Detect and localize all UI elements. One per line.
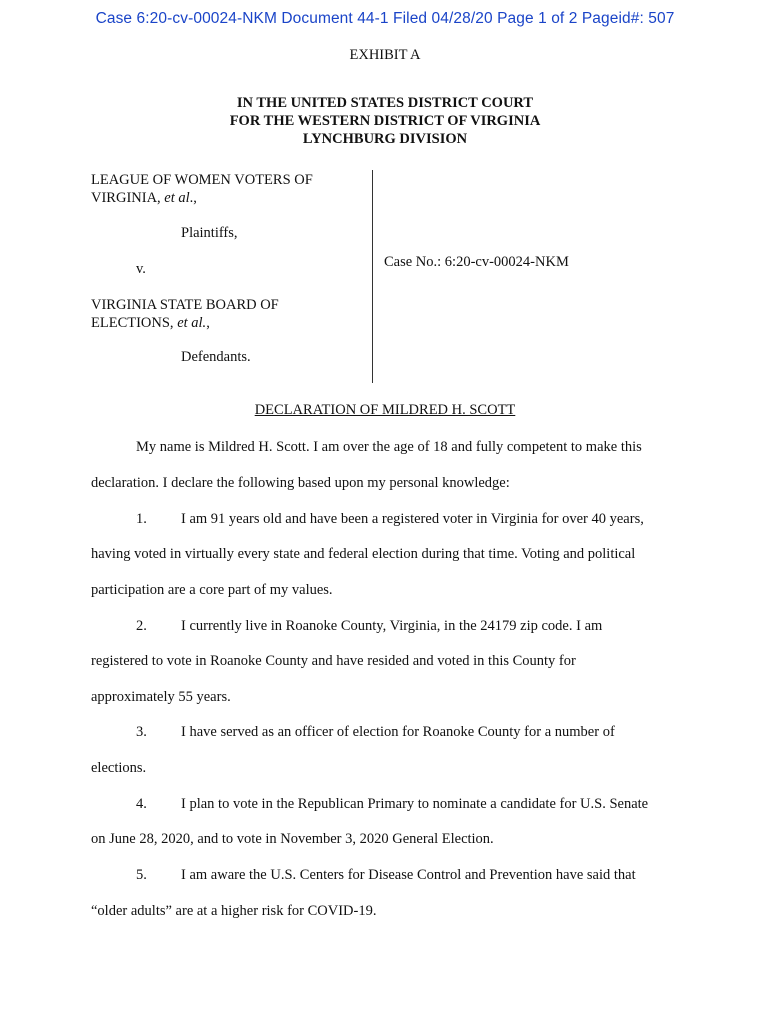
declaration-title: DECLARATION OF MILDRED H. SCOTT [254,402,516,418]
versus-label: v. [136,261,146,277]
intro-line: My name is Mildred H. Scott. I am over the age of 18 and fully competent to make this [136,439,642,455]
court-heading-line: LYNCHBURG DIVISION [302,131,468,147]
defendant-name [91,296,361,332]
plaintiff-name-line [91,189,361,207]
et-al-italic: et al [164,190,190,206]
ecf-filing-header: Case 6:20-cv-00024-NKM Document 44-1 Filed 04/28/20 Page 1 of 2 Pageid#: 507 [95,10,675,27]
intro-line: declaration. I declare the following based upon my personal knowledge: [91,475,510,491]
exhibit-label: EXHIBIT A [349,47,421,63]
case-number: Case No.: 6:20-cv-00024-NKM [384,254,569,270]
paragraph-number: 2. [136,618,147,634]
plaintiff-name-text: VIRGINIA, [91,190,165,206]
paragraph-line: “older adults” are at a higher risk for COVID-19. [91,903,377,919]
paragraph-line: I have served as an officer of election for Roanoke County for a number of [181,724,615,740]
paragraph-line: I am aware the U.S. Centers for Disease Control and Prevention have said that [181,867,636,883]
court-heading-line: FOR THE WESTERN DISTRICT OF VIRGINIA [229,113,541,129]
plaintiff-name-punct: ., [189,190,197,206]
defendant-name-text: ELECTIONS, [91,315,178,331]
paragraph-line: participation are a core part of my values. [91,582,333,598]
court-heading-line: IN THE UNITED STATES DISTRICT COURT [236,95,534,111]
paragraph-number: 4. [136,796,147,812]
et-al-italic: et al. [177,315,207,331]
court-heading [0,94,770,148]
paragraph-line: I currently live in Roanoke County, Virginia, in the 24179 zip code. I am [181,618,603,634]
defendant-name-punct: , [206,315,210,331]
caption-divider [372,170,373,383]
paragraph-line: registered to vote in Roanoke County and have resided and voted in this County for [91,653,576,669]
plaintiff-name [91,171,361,207]
paragraph-number: 5. [136,867,147,883]
paragraph-line: on June 28, 2020, and to vote in November 3, 2020 General Election. [91,831,494,847]
defendant-name-line [91,314,361,332]
plaintiff-name-line: LEAGUE OF WOMEN VOTERS OF [91,172,313,188]
paragraph-line: having voted in virtually every state and federal election during that time. Voting and political [91,546,636,562]
paragraph-number: 1. [136,511,147,527]
defendant-name-line: VIRGINIA STATE BOARD OF [91,297,279,313]
defendants-label: Defendants. [181,349,251,365]
plaintiffs-label: Plaintiffs, [181,225,238,241]
paragraph-line: I am 91 years old and have been a registered voter in Virginia for over 40 years, [181,511,644,527]
paragraph-line: elections. [91,760,147,776]
paragraph-line: I plan to vote in the Republican Primary to nominate a candidate for U.S. Senate [181,796,649,812]
paragraph-number: 3. [136,724,147,740]
paragraph-line: approximately 55 years. [91,689,231,705]
